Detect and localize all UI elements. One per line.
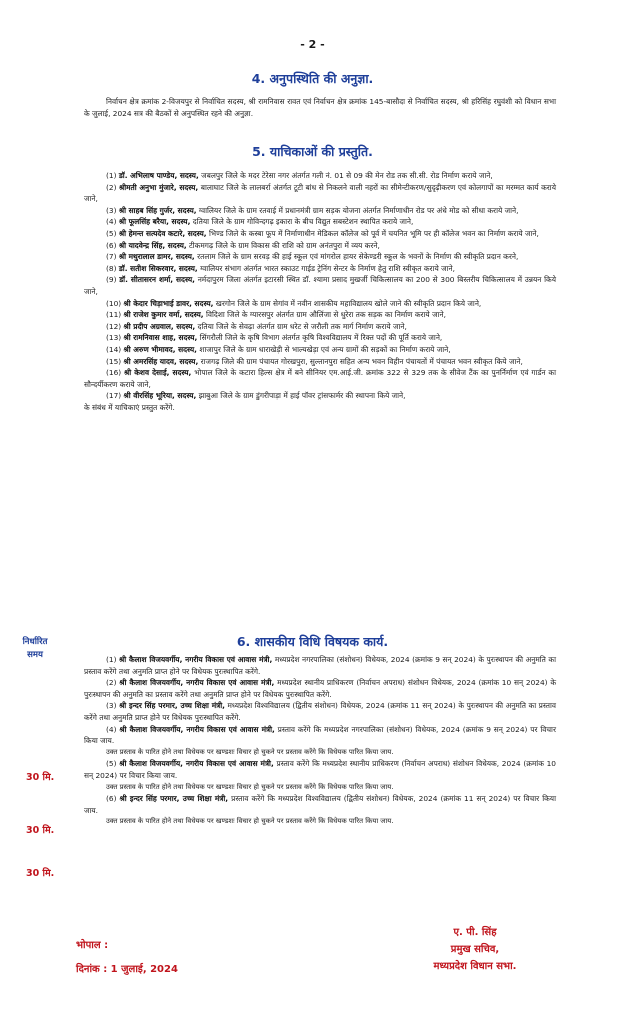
petition-item: (11) श्री राजेश कुमार वर्मा, सदस्य, विदिशा जिले के ग्यारसपुर अंतर्गत ग्राम औलिंजा से धुरेरा तक सड़क का निर्माण कराये जाने, — [106, 310, 446, 320]
legislative-list — [84, 654, 556, 828]
bill-note: उक्त प्रस्ताव के पारित होने तथा विधेयक पर खण्डशः विचार हो चुकने पर प्रस्ताव करेंगे कि विधेयक पारित किया जाय. — [106, 747, 394, 756]
petition-item: (17) श्री वीरसिंह भूरिया, सदस्य, झाबुआ जिले के ग्राम डुंगरीपाड़ा में हाई पॉवर ट्रांसफार्मर की स्थापना किये जाने, — [106, 391, 406, 401]
petition-item: (15) श्री अमरसिंह यादव, सदस्य, राजगढ़ जिले की ग्राम पंचायत गोरखपुरा, सुल्तानपुरा सहित अन्य भवन विहीन पंचायतों में पंचायत भवन स्वीकृत किये जाने, — [106, 356, 523, 366]
absence-section — [84, 96, 556, 119]
petition-item: (6) श्री यादवेन्द्र सिंह, सदस्य, टीकमगढ़ जिले के ग्राम विकास की राशि को ग्राम अनंतपुरा में व्यय करने, — [106, 240, 380, 250]
time-allotted-item-4: 30 मि. — [26, 772, 55, 783]
petition-item: (8) डॉ. सतीश सिकरवार, सदस्य, ग्वालियर संभाग अंतर्गत भारत स्काउट गाईड ट्रेनिंग सेन्टर के निर्माण हेतु राशि स्वीकृत कराये जाने, — [106, 263, 455, 273]
petitions-closing: के संबंध में याचिकाएं प्रस्तुत करेंगे. — [84, 402, 175, 412]
footer-date: दिनांक : 1 जुलाई, 2024 — [76, 964, 178, 975]
scheduled-time-heading: निर्धारित समय — [22, 637, 48, 660]
petition-item: (2) श्रीमती अनुभा मुंजारे, सदस्य, बालाघाट जिले के लालबर्रा अंतर्गत टूटी बांध से निकलने वाली नहरों का सीमेन्टीकरण/सुदृढ़ीकरण एवं कोलगापों का मरम्मत कार्य कराये जाने, — [84, 182, 556, 204]
bill-item: (2) श्री कैलाश विजयवर्गीय, नगरीय विकास एवं आवास मंत्री, मध्यप्रदेश स्थानीय प्राधिकरण (निर्वाचन अपराध) संशोधन विधेयक, 2024 (क्रमांक 10 सन् 2024) के पुरःस्थापन की अनुमति का प्रस्ताव करेंगे तथा अनुमति प्राप्त होने पर विधेयक पुरःस्थापित करेंगे. — [84, 678, 557, 699]
petitions-list — [84, 170, 556, 413]
absence-text: निर्वाचन क्षेत्र क्रमांक 2-विजयपुर से निर्वाचित सदस्य, श्री रामनिवास रावत एवं निर्वाचन क्षेत्र क्रमांक 145-बासौदा से निर्वाचित सदस्य, श्री हरिसिंह रघुवंशी को विधान सभा के जुलाई, 2024 सत्र की बैठकों से अनुपस्थित रहने की अनुज्ञा. — [84, 97, 556, 118]
petition-item: (13) श्री रामनिवास शाह, सदस्य, सिंगरौली जिले के कृषि विभाग अंतर्गत कृषि विश्वविद्यालय में रिक्त पदों की पूर्ति कराये जाने, — [106, 333, 443, 343]
footer-place: भोपाल : — [76, 940, 109, 951]
section-heading-legislative: 6. शासकीय विधि विषयक कार्य. — [236, 634, 389, 649]
signatory-name: ए. पी. सिंह — [453, 927, 497, 938]
petition-item: (1) डॉ. अभिलाष पाण्डेय, सदस्य, जबलपुर जिले के मदर टेरेसा नगर अंतर्गत गली नं. 01 से 09 की मेन रोड तक सी.सी. रोड निर्माण कराये जाने, — [106, 171, 493, 180]
petition-item: (16) श्री केशव देसाई, सदस्य, भोपाल जिले के कटारा हिल्स क्षेत्र में बने सीनियर एम.आई.जी. क्रमांक 322 से 329 तक के सीवेज टैंक का पुनर्निर्माण एवं गार्डन का सौन्दर्यीकरण कराये जाने, — [84, 368, 556, 389]
time-allotted-item-5: 30 मि. — [26, 825, 55, 836]
petition-item: (4) श्री फूलसिंह बरैया, सदस्य, दतिया जिले के ग्राम गोविन्दगढ़ इकारा के बीच विद्युत सबस्टेशन स्थापित कराये जाने, — [106, 217, 414, 227]
petition-item: (9) डॉ. सीतासरन शर्मा, सदस्य, नर्मदापुरम जिला अंतर्गत इटारसी स्थित डॉ. श्यामा प्रसाद मुखर्जी चिकित्सालय का 200 से 300 बिस्तरीय चिकित्सालय में उन्नयन किये जाने, — [84, 275, 557, 296]
petition-item: (7) श्री मथुरालाल डामर, सदस्य, रतलाम जिले के ग्राम सरवड़ की हाई स्कूल एवं मांगरोल हायर सेकेण्डरी स्कूल के भवनों के निर्माण की स्वीकृति प्रदान करने, — [106, 252, 519, 262]
bill-item: (1) श्री कैलाश विजयवर्गीय, नगरीय विकास एवं आवास मंत्री, मध्यप्रदेश नगरपालिका (संशोधन) विधेयक, 2024 (क्रमांक 9 सन् 2024) के पुरःस्थापन की अनुमति का प्रस्ताव करेंगे तथा अनुमति प्राप्त होने पर विधेयक पुरःस्थापित करेंगे. — [84, 655, 556, 676]
section-heading-petitions: 5. याचिकाओं की प्रस्तुति. — [252, 144, 373, 159]
signature-block — [380, 924, 570, 975]
bill-item: (6) श्री इन्दर सिंह परमार, उच्च शिक्षा मंत्री, प्रस्ताव करेंगे कि मध्यप्रदेश विश्वविद्यालय (द्वितीय संशोधन) विधेयक, 2024 (क्रमांक 11 सन् 2024) पर विचार किया जाय. — [84, 794, 556, 815]
petition-item: (12) श्री प्रदीप अग्रवाल, सदस्य, दतिया जिले के सेवढ़ा अंतर्गत ग्राम धरेट से जरौली तक मार्ग निर्माण कराये जाने, — [106, 321, 407, 331]
time-allotted-item-6: 30 मि. — [26, 868, 55, 879]
bill-item: (5) श्री कैलाश विजयवर्गीय, नगरीय विकास एवं आवास मंत्री, प्रस्ताव करेंगे कि मध्यप्रदेश स्थानीय प्राधिकरण (निर्वाचन अपराध) संशोधन विधेयक, 2024 (क्रमांक 10 सन् 2024) पर विचार किया जाय. — [84, 759, 557, 780]
bill-item: (4) श्री कैलाश विजयवर्गीय, नगरीय विकास एवं आवास मंत्री, प्रस्ताव करेंगे कि मध्यप्रदेश नगरपालिका (संशोधन) विधेयक, 2024 (क्रमांक 9 सन् 2024) पर विचार किया जाय. — [84, 724, 556, 746]
petition-item: (3) श्री साहब सिंह गुर्जर, सदस्य, ग्वालियर जिले के ग्राम रतवाई में प्रधानमंत्री ग्राम सड़क योजना अंतर्गत निर्माणाधीन रोड पर अंधे मोड को सीधा कराये जाने, — [106, 205, 519, 215]
page-number: - 2 - — [300, 38, 325, 51]
bill-note: उक्त प्रस्ताव के पारित होने तथा विधेयक पर खण्डशः विचार हो चुकने पर प्रस्ताव करेंगे कि विधेयक पारित किया जाय. — [106, 782, 394, 791]
petition-item: (14) श्री अरुण भीमावद, सदस्य, शाजापुर जिले के ग्राम धाराखेड़ी से भाल्यखेड़ा एवं अन्य ग्रामों की सड़कों का निर्माण कराये जाने, — [106, 344, 451, 354]
petition-item: (10) श्री केदार चिड़ाभाई डावर, सदस्य, खरगोन जिले के ग्राम सेगांव में नवीन शासकीय महाविद्यालय खोले जाने की स्वीकृति प्रदान किये जाने, — [106, 298, 482, 308]
bill-note: उक्त प्रस्ताव के पारित होने तथा विधेयक पर खण्डशः विचार हो चुकने पर प्रस्ताव करेंगे कि विधेयक पारित किया जाय. — [106, 817, 394, 826]
signatory-title: प्रमुख सचिव, — [450, 944, 500, 955]
signatory-office: मध्यप्रदेश विधान सभा. — [433, 961, 517, 972]
bill-item: (3) श्री इन्दर सिंह परमार, उच्च शिक्षा मंत्री, मध्यप्रदेश विश्वविद्यालय (द्वितीय संशोधन) विधेयक, 2024 (क्रमांक 11 सन् 2024) के पुरःस्थापन की अनुमति का प्रस्ताव करेंगे तथा अनुमति प्राप्त होने पर विधेयक पुरःस्थापित करेंगे. — [84, 701, 556, 722]
petition-item: (5) श्री हेमन्त सत्यदेव कटारे, सदस्य, भिण्ड जिले के कस्बा फूप में निर्माणाधीन मेडिकल कॉलेज को पूर्व में चयनित भूमि पर ही कॉलेज भवन का निर्माण कराये जाने, — [106, 228, 539, 238]
section-heading-absence: 4. अनुपस्थिति की अनुज्ञा. — [251, 71, 374, 86]
